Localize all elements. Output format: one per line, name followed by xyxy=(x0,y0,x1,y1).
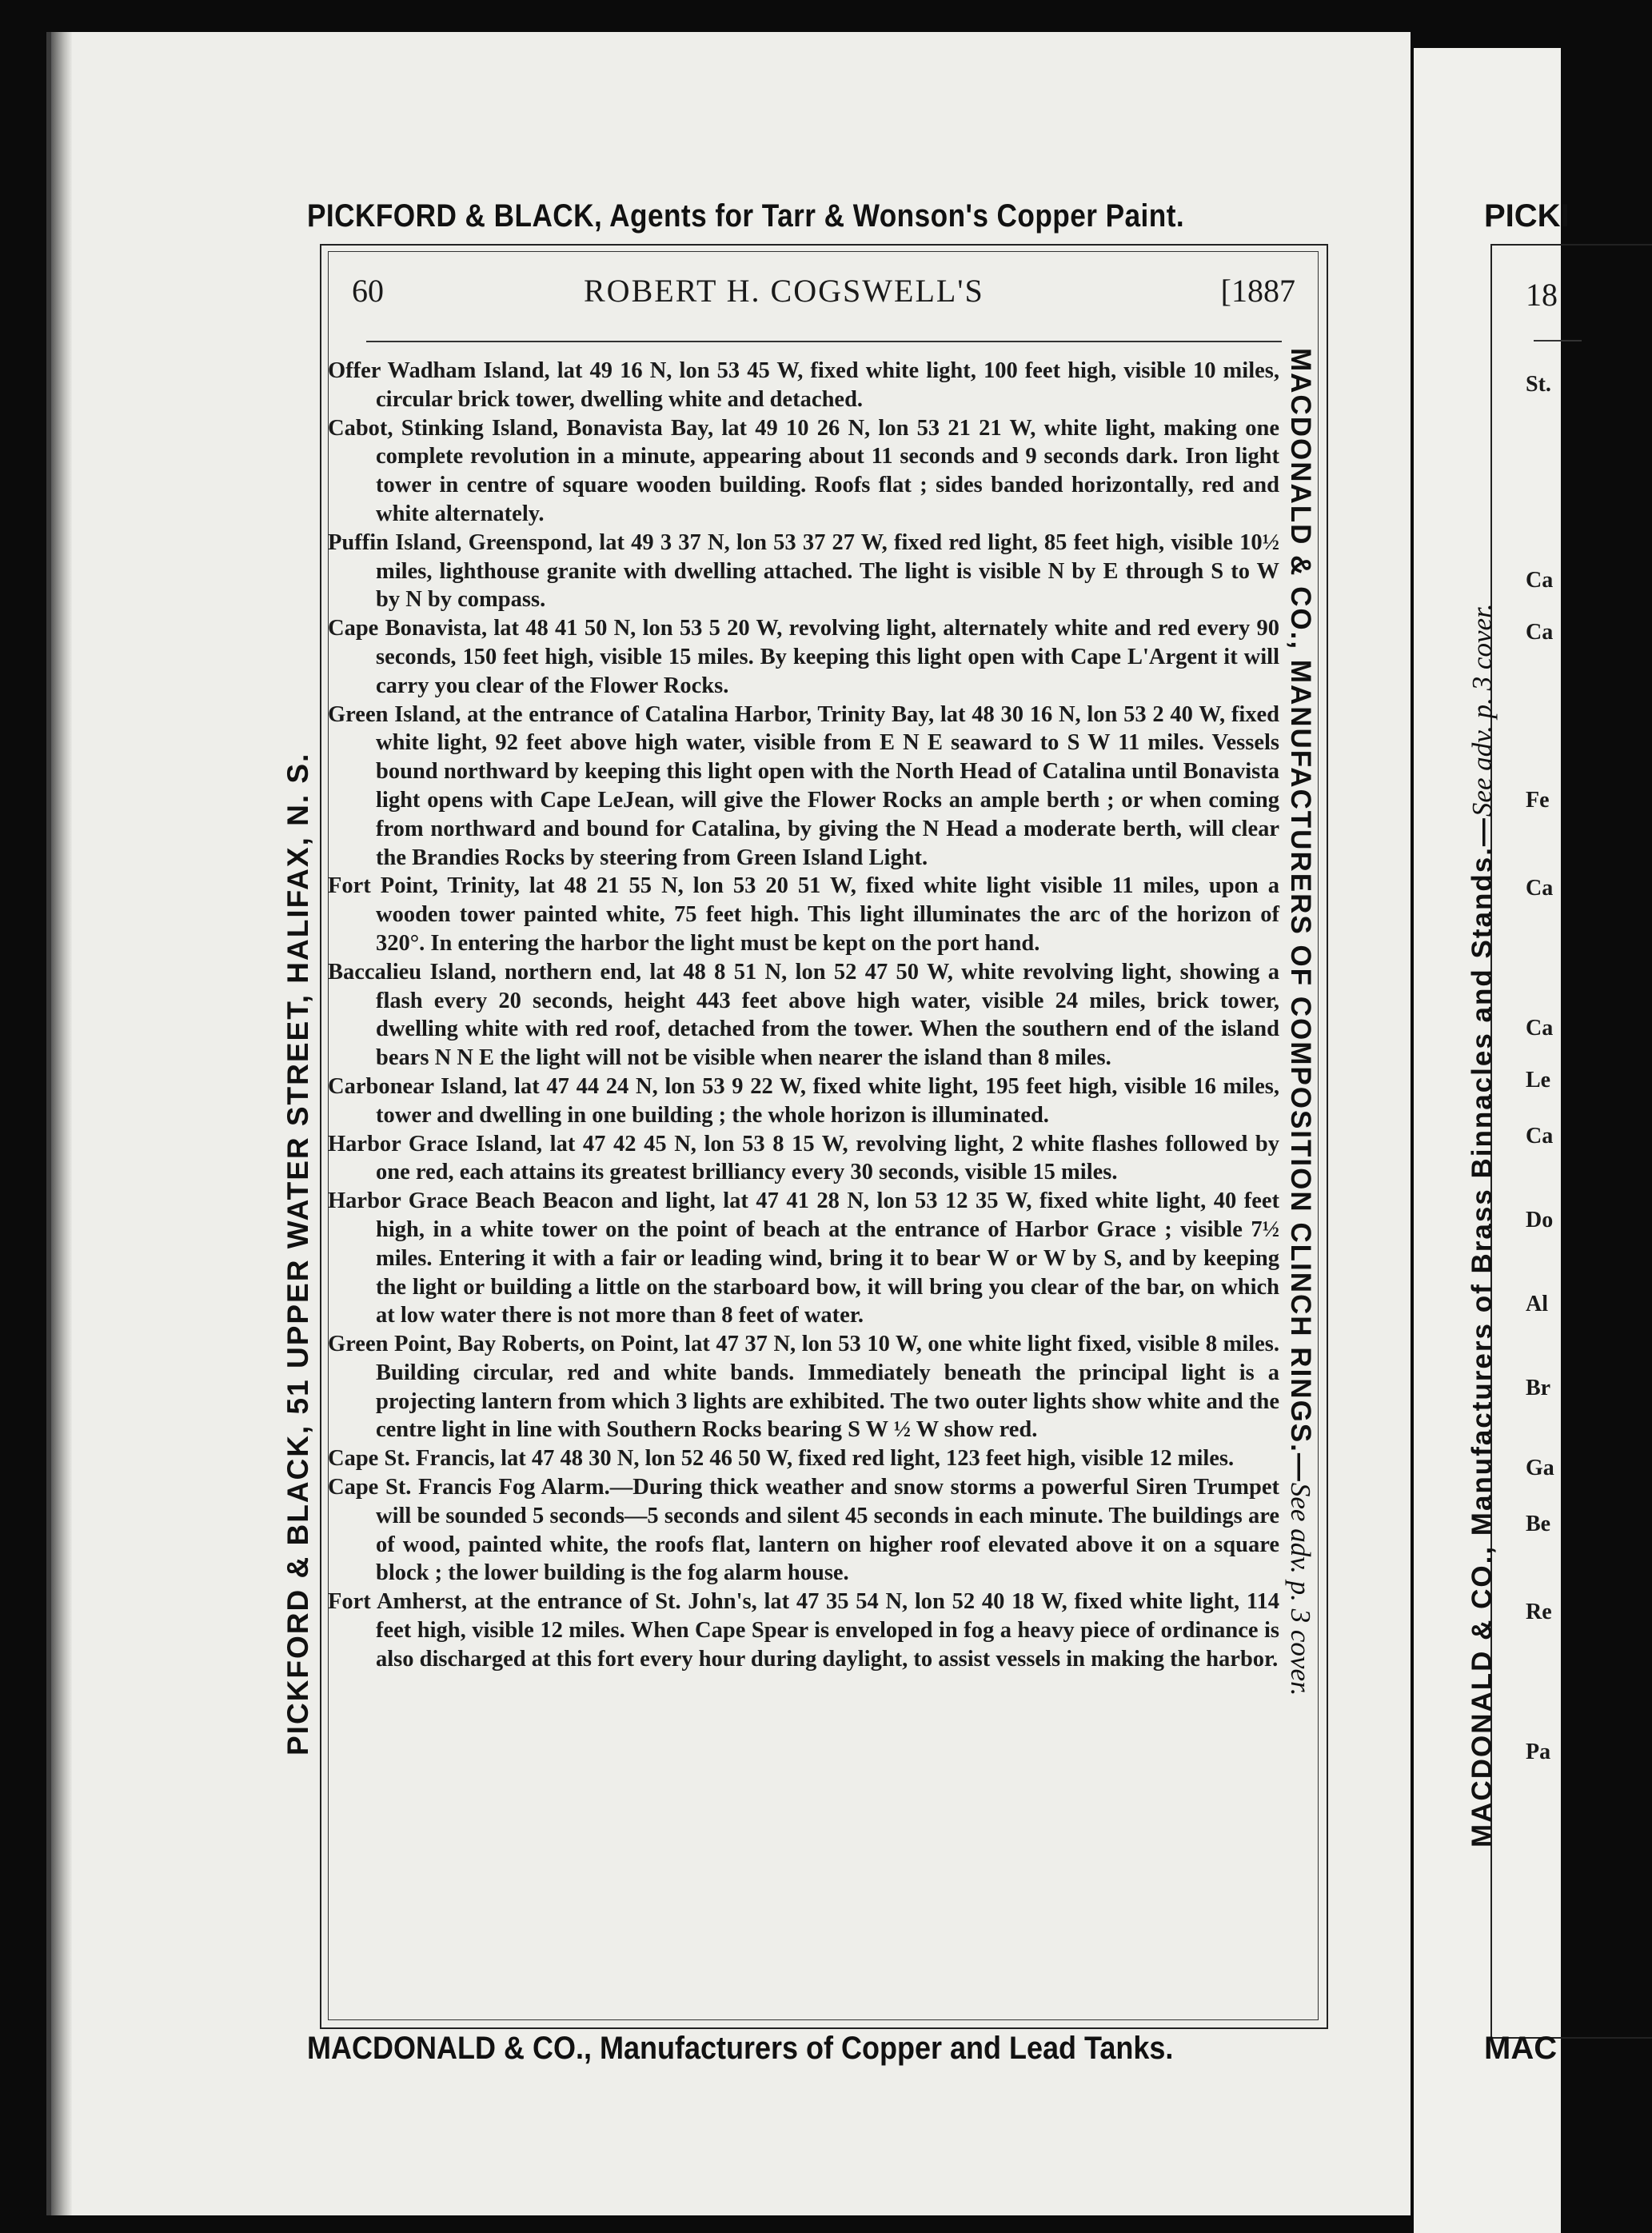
entry-cape-st-francis-fog-alarm: Cape St. Francis Fog Alarm.—During thick weather and snow storms a powerful Siren Trumpet will be sounded 5 seconds—5 seconds and silent 45 seconds in each minute. The buildings are of wood, painted white, the roofs flat, lantern on higher roof elevated above it on a square block ; the lower building is the fog alarm house. xyxy=(328,1475,1279,1586)
right-side-ad-note: See adv. p. 3 cover. xyxy=(1466,603,1498,817)
entry-puffin-island: Puffin Island, Greenspond, lat 49 3 37 N, lon 53 37 27 W, fixed red light, 85 feet high, visible 10½ miles, lighthouse granite with dwelling attached. The light is visible N by E through S to W by N by compass. xyxy=(328,529,1279,613)
right-bottom-ad-fragment: MAC xyxy=(1484,2031,1558,2066)
right-page-edge xyxy=(1414,48,1570,2233)
running-header xyxy=(352,272,1295,320)
page-year: [1887 xyxy=(1220,273,1295,309)
right-entry-fragment: Do xyxy=(1526,1208,1554,1232)
right-entry-fragment: St. xyxy=(1526,372,1551,397)
right-entry-fragment: Ca xyxy=(1526,1016,1554,1041)
right-margin-ad-text: MACDONALD & CO., MANUFACTURERS OF COMPOSITION CLINCH RINGS.— xyxy=(1285,348,1316,1483)
right-header-rule xyxy=(1534,340,1582,342)
right-entry-fragment: Ca xyxy=(1526,620,1554,645)
entry-harbor-grace-island: Harbor Grace Island, lat 47 42 45 N, lon 53 8 15 W, revolving light, 2 white flashes followed by one red, each attains its greatest brilliancy every 30 seconds, visible 15 miles. xyxy=(328,1131,1279,1185)
page-title: ROBERT H. COGSWELL'S xyxy=(584,273,984,309)
left-margin-advertisement: PICKFORD & BLACK, 51 UPPER WATER STREET, HALIFAX, N. S. xyxy=(281,752,314,1756)
entry-fort-point-trinity: Fort Point, Trinity, lat 48 21 55 N, lon 53 20 51 W, fixed white light visible 11 miles, upon a wooden tower painted white, 75 feet high. This light illuminates the arc of the horizon of 320°. In entering the harbor the light must be kept on the port hand. xyxy=(328,873,1279,956)
right-page-frame xyxy=(1490,244,1652,2039)
entry-offer-wadham-island: Offer Wadham Island, lat 49 16 N, lon 53 45 W, fixed white light, 100 feet high, visible 10 miles, circular brick tower, dwelling white and detached. xyxy=(328,358,1279,412)
entry-harbor-grace-beach-beacon: Harbor Grace Beach Beacon and light, lat 47 41 28 N, lon 53 12 35 W, fixed white light, 40 feet high, in a white tower on the point of beach at the entrance of Harbor Grace ; visible 7½ miles. Entering it with a fair or leading wind, bring it to bear W or W by S, and by keeping the light or building a little on the starboard bow, it will bring you clear of the bar, on which at low water there is not more than 8 feet of water. xyxy=(328,1188,1279,1328)
header-rule xyxy=(366,341,1282,342)
entry-carbonear-island: Carbonear Island, lat 47 44 24 N, lon 53 9 22 W, fixed white light, 195 feet high, visible 16 miles, tower and dwelling in one building ; the whole horizon is illuminated. xyxy=(328,1073,1279,1128)
entry-green-point-bay-roberts: Green Point, Bay Roberts, on Point, lat 47 37 N, lon 53 10 W, one white light fixed, visible 8 miles. Building circular, red and white bands. Immediately beneath the principal light is a projecting lantern from which 3 lights are exhibited. The two outer lights show white and the centre light in line with Southern Rocks bearing S W ½ W show red. xyxy=(328,1332,1279,1443)
entry-cape-st-francis: Cape St. Francis, lat 47 48 30 N, lon 52 46 50 W, fixed red light, 123 feet high, visible 12 miles. xyxy=(328,1446,1235,1472)
right-entry-fragment: Ca xyxy=(1526,568,1554,593)
right-entry-fragment: Ca xyxy=(1526,876,1554,901)
right-entry-fragment: Al xyxy=(1526,1292,1548,1316)
right-entry-fragment: Fe xyxy=(1526,788,1550,813)
right-margin-ad-note: See adv. p. 3 cover. xyxy=(1285,1482,1316,1696)
bottom-advertisement: MACDONALD & CO., Manufacturers of Copper and Lead Tanks. xyxy=(307,2031,1174,2066)
book-gutter xyxy=(51,32,72,2215)
right-side-ad-text: MACDONALD & CO., Manufacturers of Brass Binnacles and Stands.— xyxy=(1466,817,1498,1848)
lighthouse-entries xyxy=(328,357,1279,1674)
right-entry-fragment: Ca xyxy=(1526,1124,1554,1148)
right-entry-fragment: Pa xyxy=(1526,1740,1551,1764)
right-entry-fragment: Re xyxy=(1526,1600,1552,1624)
right-year-fragment: 18 xyxy=(1526,277,1558,313)
entry-fort-amherst: Fort Amherst, at the entrance of St. John's, lat 47 35 54 N, lon 52 40 18 W, fixed white light, 114 feet high, visible 12 miles. When Cape Spear is enveloped in fog a heavy piece of ordinance is also discharged at this fort every hour during daylight, to assist vessels in making the harbor. xyxy=(328,1589,1279,1672)
right-top-ad-fragment: PICKI xyxy=(1484,198,1570,234)
right-entry-fragment: Br xyxy=(1526,1376,1551,1400)
page-number: 60 xyxy=(352,273,384,309)
right-entry-fragment: Le xyxy=(1526,1068,1551,1093)
top-advertisement: PICKFORD & BLACK, Agents for Tarr & Wonson's Copper Paint. xyxy=(307,198,1185,234)
entry-cape-bonavista: Cape Bonavista, lat 48 41 50 N, lon 53 5 20 W, revolving light, alternately white and red every 90 seconds, 150 feet high, visible 15 miles. By keeping this light open with Cape L'Argent it will carry you clear of the Flower Rocks. xyxy=(328,616,1279,698)
right-entry-fragment: Ga xyxy=(1526,1456,1554,1480)
entry-baccalieu-island: Baccalieu Island, northern end, lat 48 8 51 N, lon 52 47 50 W, white revolving light, showing a flash every 20 seconds, height 443 feet above high water, visible 24 miles, brick tower, dwelling white with red roof, detached from the tower. When the southern end of the island bears N N E the light will not be visible when nearer the island than 8 miles. xyxy=(328,959,1279,1071)
entry-cabot-stinking-island: Cabot, Stinking Island, Bonavista Bay, lat 49 10 26 N, lon 53 21 21 W, white light, making one complete revolution in a minute, appearing about 11 seconds and 9 seconds dark. Iron light tower in centre of square wooden building. Roofs flat ; sides banded horizontally, red and white alternately. xyxy=(328,415,1279,526)
entry-green-island: Green Island, at the entrance of Catalina Harbor, Trinity Bay, lat 48 30 16 N, lon 53 2 40 W, fixed white light, 92 feet above high water, visible from E N E seaward to S W 11 miles. Vessels bound northward by keeping this light open with the North Head of Catalina until Bonavista light opens with Cape LeJean, will give the Flower Rocks an ample berth ; or when coming from northward and bound for Catalina, by giving the N Head a moderate berth, will clear the Brandies Rocks by steering from Green Island Light. xyxy=(328,701,1279,870)
right-side-advertisement xyxy=(1466,603,1498,1848)
right-entry-fragment: Be xyxy=(1526,1512,1551,1536)
